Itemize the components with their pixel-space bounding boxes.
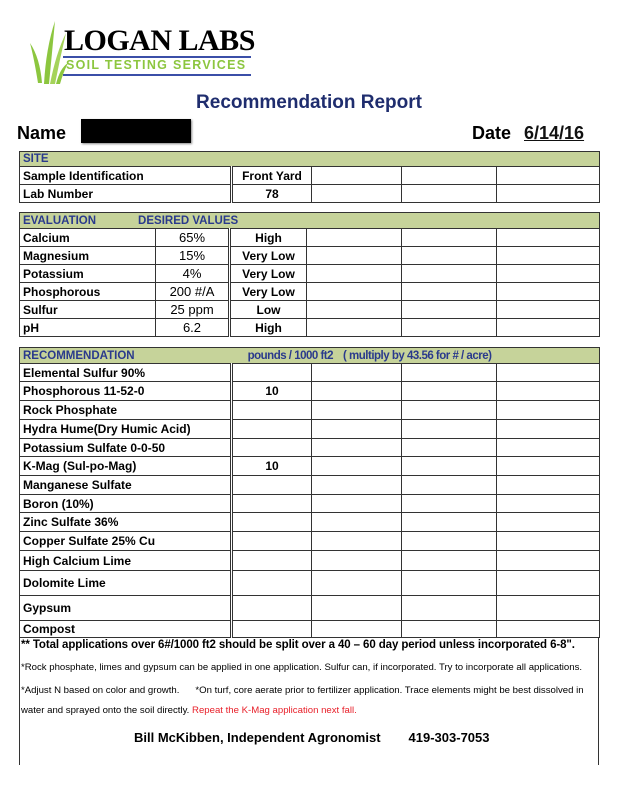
recommendation-table [19, 347, 600, 638]
row-value: Low [230, 301, 307, 319]
recommendation-header [20, 348, 600, 364]
desired-value: 200 #/A [156, 283, 230, 301]
row-label: Lab Number [20, 185, 232, 203]
table-row [20, 364, 600, 382]
row-value: 78 [232, 185, 312, 203]
evaluation-title: EVALUATION [23, 214, 97, 227]
site-table [19, 151, 600, 203]
row-value: Very Low [230, 283, 307, 301]
table-row [20, 229, 600, 247]
row-label: Sulfur [20, 301, 156, 319]
table-row [20, 167, 600, 185]
row-label: Copper Sulfate 25% Cu [20, 532, 232, 551]
row-label: Manganese Sulfate [20, 476, 232, 495]
row-value [232, 401, 312, 420]
row-value [232, 513, 312, 532]
row-value [232, 476, 312, 495]
row-value: Very Low [230, 247, 307, 265]
desired-value: 4% [156, 265, 230, 283]
page-title: Recommendation Report [196, 92, 422, 113]
row-value: High [230, 319, 307, 337]
row-label: Sample Identification [20, 167, 232, 185]
table-row [20, 283, 600, 301]
agronomist-name: Bill McKibben, Independent Agronomist [134, 730, 381, 745]
table-row [20, 265, 600, 283]
row-label: Compost [20, 621, 232, 638]
row-value [232, 364, 312, 382]
recommendation-title: RECOMMENDATION [23, 349, 135, 362]
row-value: Very Low [230, 265, 307, 283]
name-label: Name [17, 123, 67, 143]
table-row [20, 621, 600, 638]
row-value [232, 439, 312, 457]
adjust-text: *Adjust N based on color and growth. *On turf, core aerate prior to fertilizer application. Trace elements might be best dissolved in water and sprayed onto the soil directly. [21, 685, 587, 716]
row-label: Dolomite Lime [20, 571, 232, 596]
logo [30, 18, 270, 88]
table-row [20, 439, 600, 457]
row-value: High [230, 229, 307, 247]
row-label: High Calcium Lime [20, 551, 232, 571]
table-row [20, 571, 600, 596]
table-row [20, 401, 600, 420]
row-value: 10 [232, 382, 312, 401]
table-row [20, 495, 600, 513]
row-label: Potassium Sulfate 0-0-50 [20, 439, 232, 457]
row-label: Boron (10%) [20, 495, 232, 513]
row-value [232, 551, 312, 571]
date-label: Date [472, 123, 512, 143]
desired-value: 25 ppm [156, 301, 230, 319]
table-row [20, 457, 600, 476]
table-row [20, 420, 600, 439]
table-row [20, 596, 600, 621]
row-value [232, 420, 312, 439]
row-label: Phosphorous [20, 283, 156, 301]
row-label: Phosphorous 11-52-0 [20, 382, 232, 401]
row-label: Potassium [20, 265, 156, 283]
row-label: Gypsum [20, 596, 232, 621]
table-row [20, 513, 600, 532]
multiplier-label: ( multiply by 43.56 for # / acre) [343, 349, 492, 362]
row-value [232, 532, 312, 551]
desired-value: 15% [156, 247, 230, 265]
table-row [20, 301, 600, 319]
row-label: Zinc Sulfate 36% [20, 513, 232, 532]
signature [134, 730, 490, 745]
phone-number: 419-303-7053 [408, 730, 490, 745]
split-note: ** Total applications over 6#/1000 ft2 should be split over a 40 – 60 day period unless incorporated 6-8". [21, 639, 575, 651]
row-value [232, 571, 312, 596]
desired-value: 65% [156, 229, 230, 247]
row-label: Calcium [20, 229, 156, 247]
row-value [232, 596, 312, 621]
table-row [20, 247, 600, 265]
row-value [232, 621, 312, 638]
site-header: SITE [20, 152, 600, 167]
repeat-note: Repeat the K-Mag application next fall. [192, 705, 357, 716]
units-label: pounds / 1000 ft2 [247, 349, 334, 362]
row-label: Elemental Sulfur 90% [20, 364, 232, 382]
table-row [20, 319, 600, 337]
rock-note: *Rock phosphate, limes and gypsum can be applied in one application. Sulfur can, if incorporated. Try to incorporate all applications. [21, 662, 583, 673]
notes-box [19, 637, 599, 765]
evaluation-header [20, 213, 600, 229]
table-row [20, 185, 600, 203]
table-row [20, 532, 600, 551]
table-row [20, 476, 600, 495]
date-value: 6/14/16 [524, 123, 585, 143]
evaluation-table [19, 212, 600, 337]
desired-value: 6.2 [156, 319, 230, 337]
row-label: Magnesium [20, 247, 156, 265]
desired-values-title: DESIRED VALUES [138, 214, 239, 227]
row-label: Hydra Hume(Dry Humic Acid) [20, 420, 232, 439]
row-label: pH [20, 319, 156, 337]
row-value [232, 495, 312, 513]
row-value: 10 [232, 457, 312, 476]
table-row [20, 551, 600, 571]
logo-name: LOGAN LABS [64, 24, 255, 57]
logo-tagline: SOIL TESTING SERVICES [66, 58, 247, 72]
row-label: K-Mag (Sul-po-Mag) [20, 457, 232, 476]
table-row [20, 382, 600, 401]
name-redacted [81, 119, 191, 143]
row-label: Rock Phosphate [20, 401, 232, 420]
row-value: Front Yard [232, 167, 312, 185]
adjust-note [21, 681, 596, 721]
